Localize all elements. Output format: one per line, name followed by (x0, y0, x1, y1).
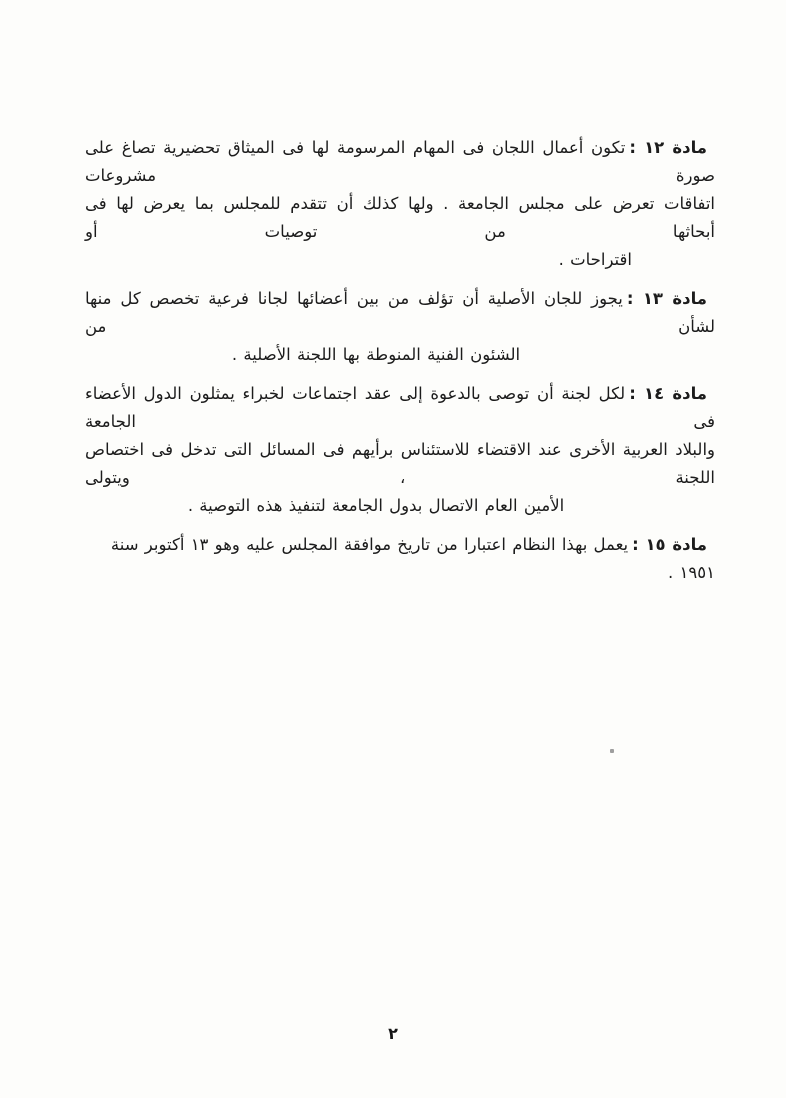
article-13-line-1-text: يجوز للجان الأصلية أن تؤلف من بين أعضائها لجانا فرعية تخصص كل منها لشأن من (85, 289, 715, 336)
article-13-label: مادة ١٣ : (626, 289, 707, 308)
article-12-line-1 (85, 134, 715, 190)
article-12-line-2: اتفاقات تعرض على مجلس الجامعة . ولها كذلك أن تتقدم للمجلس بما يعرض لها فى أبحاثها من توصيات أو (85, 194, 715, 241)
page-number: ٢ (388, 1024, 398, 1043)
article-12-label: مادة ١٢ : (629, 138, 708, 157)
article-15-line-1-text: يعمل بهذا النظام اعتبارا من تاريخ موافقة المجلس عليه وهو ١٣ أكتوبر سنة ١٩٥١ . (110, 535, 715, 582)
article-12-line-3: اقتراحات . (558, 250, 632, 269)
article-14-line-1-text: لكل لجنة أن توصى بالدعوة إلى عقد اجتماعات لخبراء يمثلون الدول الأعضاء فى الجامعة (85, 384, 715, 431)
article-12 (85, 134, 715, 274)
article-14-line-1 (85, 380, 715, 436)
article-13-line-1 (85, 285, 715, 341)
document-text-block (85, 134, 715, 598)
scan-artifact-speck (610, 749, 614, 753)
article-13 (85, 285, 715, 369)
article-14-line-2: والبلاد العربية الأخرى عند الاقتضاء للاستئناس برأيهم فى المسائل التى تدخل فى اختصاص اللجنة ، ويتولى (85, 440, 715, 487)
article-15 (85, 531, 715, 587)
article-13-line-2: الشئون الفنية المنوطة بها اللجنة الأصلية . (231, 345, 521, 364)
article-14-label: مادة ١٤ : (629, 384, 708, 403)
article-15-line-1 (85, 531, 715, 587)
article-15-label: مادة ١٥ : (632, 535, 707, 554)
article-14 (85, 380, 715, 520)
article-12-line-1-text: تكون أعمال اللجان فى المهام المرسومة لها فى الميثاق تحضيرية تصاغ على صورة مشروعات (85, 138, 715, 185)
article-14-line-3: الأمين العام الاتصال بدول الجامعة لتنفيذ هذه التوصية . (187, 496, 565, 515)
